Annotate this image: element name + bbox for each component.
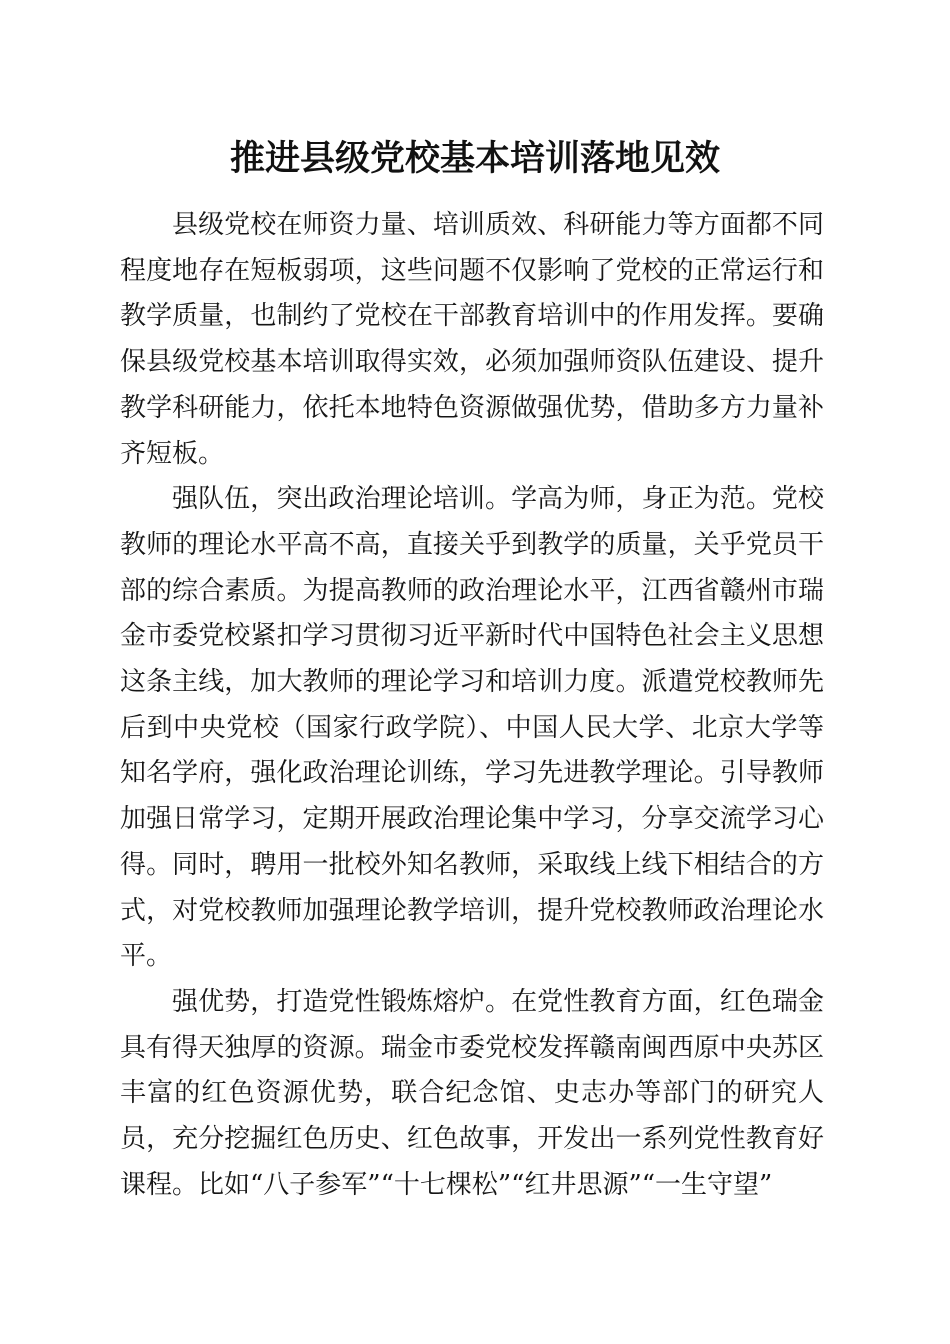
paragraph: 强队伍，突出政治理论培训。学高为师，身正为范。党校教师的理论水平高不高，直接关乎到教学的质量，关乎党员干部的综合素质。为提高教师的政治理论水平，江西省赣州市瑞金市委党校紧扣学习贯彻习近平新时代中国特色社会主义思想这条主线，加大教师的理论学习和培训力度。派遣党校教师先后到中央党校（国家行政学院）、中国人民大学、北京大学等知名学府，强化政治理论训练，学习先进教学理论。引导教师加强日常学习，定期开展政治理论集中学习，分享交流学习心得。同时，聘用一批校外知名教师，采取线上线下相结合的方式，对党校教师加强理论教学培训，提升党校教师政治理论水平。 [120,484,824,972]
article-body [120,203,824,1208]
paragraph: 强优势，打造党性锻炼熔炉。在党性教育方面，红色瑞金具有得天独厚的资源。瑞金市委党校发挥赣南闽西原中央苏区丰富的红色资源优势，联合纪念馆、史志办等部门的研究人员，充分挖掘红色历史、红色故事，开发出一系列党性教育好课程。比如“八子参军”“十七棵松”“红井思源”“一生守望” [120,986,824,1200]
page-title: 推进县级党校基本培训落地见效 [229,138,720,179]
paragraph: 县级党校在师资力量、培训质效、科研能力等方面都不同程度地存在短板弱项，这些问题不仅影响了党校的正常运行和教学质量，也制约了党校在干部教育培训中的作用发挥。要确保县级党校基本培训取得实效，必须加强师资队伍建设、提升教学科研能力，依托本地特色资源做强优势，借助多方力量补齐短板。 [120,210,824,469]
